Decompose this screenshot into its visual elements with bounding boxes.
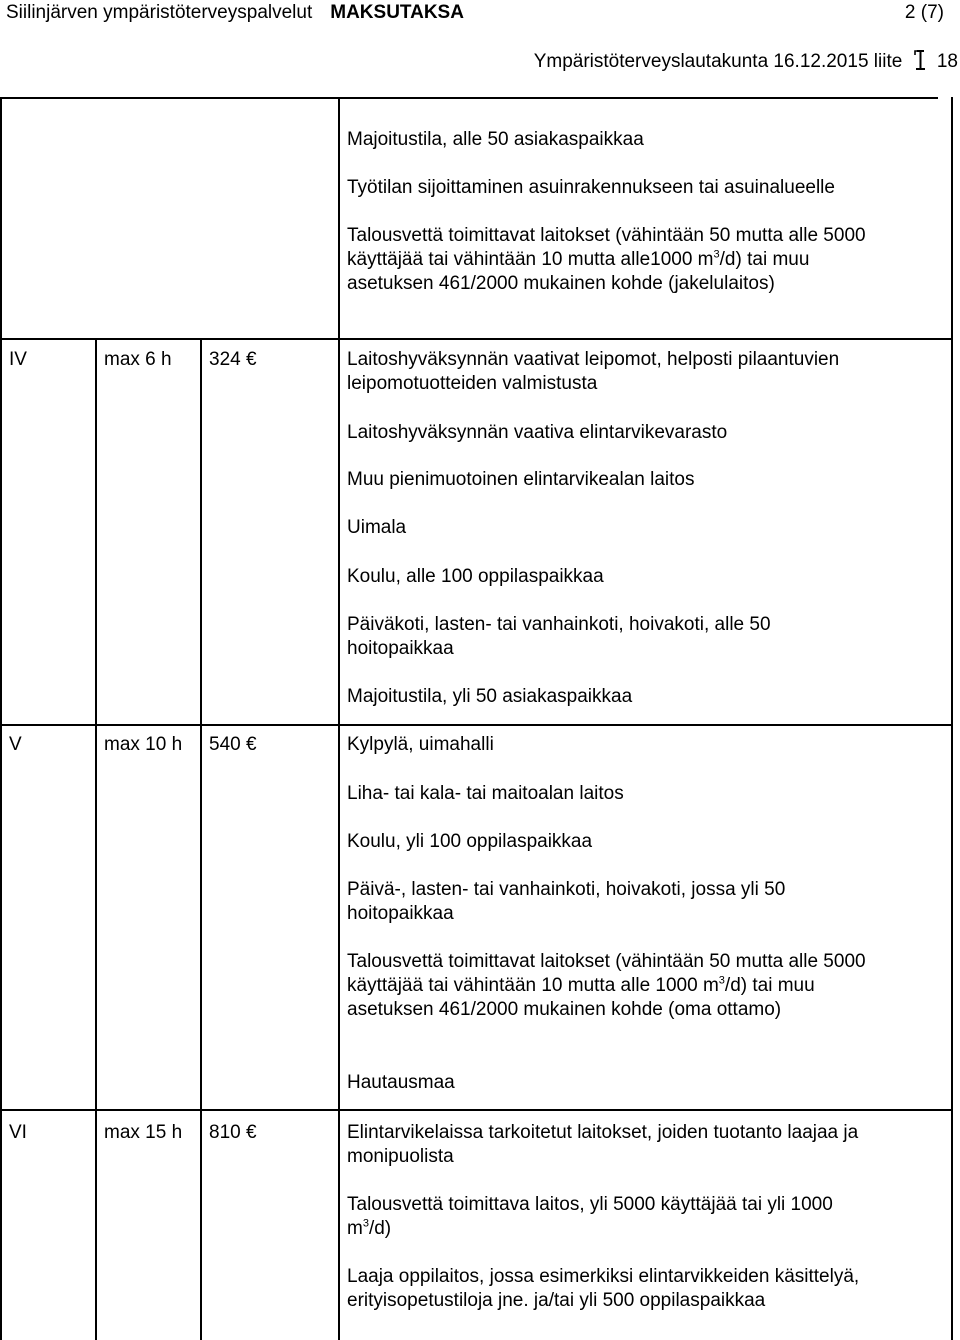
table-column-divider xyxy=(95,338,97,1340)
table-row-divider xyxy=(0,1109,953,1111)
list-item: Talousvettä toimittava laitos, yli 5000 käyttäjää tai yli 1000 xyxy=(347,1194,833,1215)
appendix-anchor-icon xyxy=(913,50,927,70)
list-item: Hautausmaa xyxy=(347,1072,455,1093)
class-label: VI xyxy=(9,1122,27,1143)
list-item: asetuksen 461/2000 mukainen kohde (oma ottamo) xyxy=(347,999,782,1020)
table-row-divider xyxy=(0,724,953,726)
list-item: Laaja oppilaitos, jossa esimerkiksi elintarvikkeiden käsittelyä, xyxy=(347,1266,860,1287)
list-item: Talousvettä toimittavat laitokset (vähintään 50 mutta alle 5000 xyxy=(347,951,866,972)
list-item: Talousvettä toimittavat laitokset (vähintään 50 mutta alle 5000 xyxy=(347,225,866,246)
page-header xyxy=(6,0,954,26)
list-item: leipomotuotteiden valmistusta xyxy=(347,373,598,394)
list-item: erityisopetustiloja jne. ja/tai yli 500 oppilaspaikkaa xyxy=(347,1290,766,1311)
appendix-number: 18 xyxy=(936,51,958,72)
list-item: Koulu, yli 100 oppilaspaikkaa xyxy=(347,831,593,852)
list-item: Uimala xyxy=(347,517,407,538)
table-border-left xyxy=(0,97,2,1340)
list-item: asetuksen 461/2000 mukainen kohde (jakelulaitos) xyxy=(347,273,775,294)
header-rule xyxy=(0,97,938,99)
table-column-divider xyxy=(338,97,340,1340)
class-label: IV xyxy=(9,349,27,370)
list-item: Päiväkoti, lasten- tai vanhainkoti, hoivakoti, alle 50 xyxy=(347,614,771,635)
list-item: monipuolista xyxy=(347,1146,454,1167)
table-border-right xyxy=(951,97,953,1340)
header-subtitle-line xyxy=(534,48,958,76)
list-item: Laitoshyväksynnän vaativa elintarvikevarasto xyxy=(347,422,728,443)
table-row-divider xyxy=(0,338,953,340)
list-item: Majoitustila, alle 50 asiakaspaikkaa xyxy=(347,129,644,150)
list-item: Elintarvikelaissa tarkoitetut laitokset, joiden tuotanto laajaa ja xyxy=(347,1122,859,1143)
list-item: Koulu, alle 100 oppilaspaikkaa xyxy=(347,566,604,587)
list-item: Liha- tai kala- tai maitoalan laitos xyxy=(347,783,624,804)
euro-sign: € xyxy=(245,734,257,755)
header-left xyxy=(6,0,464,26)
list-item: hoitopaikkaa xyxy=(347,903,454,924)
organization-name: Siilinjärven ympäristöterveyspalvelut xyxy=(6,2,313,23)
list-item: Päivä-, lasten- tai vanhainkoti, hoivakoti, jossa yli 50 xyxy=(347,879,786,900)
price: 540 € xyxy=(209,734,257,755)
price: 810 € xyxy=(209,1122,257,1143)
list-item: $m^3/d$) xyxy=(347,1217,392,1239)
list-item: Muu pienimuotoinen elintarvikealan laitos xyxy=(347,469,695,490)
inspection-time: max 6 h xyxy=(104,349,172,370)
page-number: 2 (7) xyxy=(904,2,944,23)
inspection-time: max 10 h xyxy=(104,734,183,755)
list-item: Työtilan sijoittaminen asuinrakennukseen tai asuinalueelle xyxy=(347,177,835,198)
header-subtitle: Ympäristöterveyslautakunta 16.12.2015 liite xyxy=(533,51,903,72)
list-item: Laitoshyväksynnän vaativat leipomot, helposti pilaantuvien xyxy=(347,349,840,370)
euro-sign: € xyxy=(245,1122,257,1143)
list-item: Majoitustila, yli 50 asiakaspaikkaa xyxy=(347,686,633,707)
document-title: MAKSUTAKSA xyxy=(330,2,464,23)
table-column-divider xyxy=(200,338,202,1340)
inspection-time: max 15 h xyxy=(104,1122,183,1143)
list-item: Kylpylä, uimahalli xyxy=(347,734,494,755)
euro-sign: € xyxy=(245,349,257,370)
price: 324 € xyxy=(209,349,257,370)
list-item: käyttäjää tai vähintään 10 mutta alle 1000 $m^3/d$) tai muu xyxy=(347,974,815,996)
list-item: käyttäjää tai vähintään 10 mutta alle1000 $m^3/d$) tai muu xyxy=(347,248,810,270)
class-label: V xyxy=(9,734,22,755)
list-item: hoitopaikkaa xyxy=(347,638,454,659)
